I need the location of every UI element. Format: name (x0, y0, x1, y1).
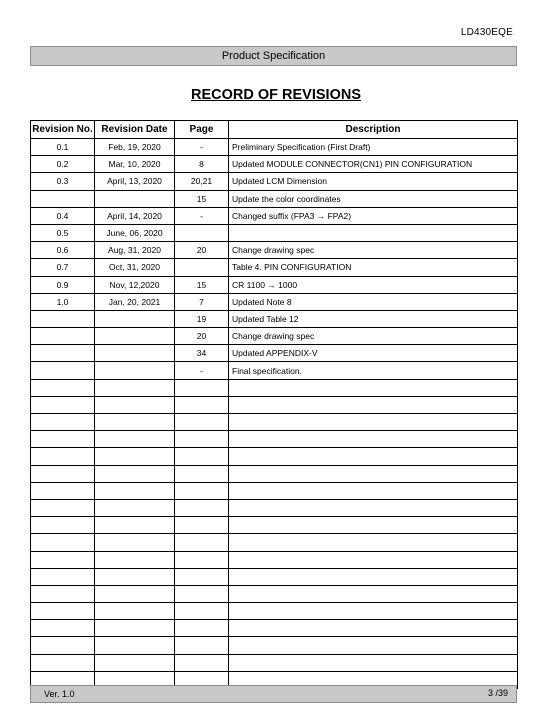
table-row (31, 551, 518, 568)
revision-no-cell: 0.7 (31, 259, 95, 276)
revision-date-cell (95, 620, 175, 637)
page-cell (175, 585, 229, 602)
page-cell (175, 465, 229, 482)
revision-table-body (31, 139, 518, 689)
revision-date-cell: Feb, 19, 2020 (95, 139, 175, 156)
table-row (31, 156, 518, 173)
revision-date-cell (95, 654, 175, 671)
page-cell (175, 482, 229, 499)
revision-no-cell: 0.4 (31, 207, 95, 224)
page-cell (175, 551, 229, 568)
revision-date-cell (95, 328, 175, 345)
description-cell (229, 414, 518, 431)
table-row (31, 517, 518, 534)
table-row (31, 568, 518, 585)
revision-no-cell (31, 379, 95, 396)
table-row (31, 139, 518, 156)
description-cell: Updated MODULE CONNECTOR(CN1) PIN CONFIGURATION (229, 156, 518, 173)
table-row (31, 379, 518, 396)
description-cell: Updated LCM Dimension (229, 173, 518, 190)
page-cell (175, 637, 229, 654)
page-cell (175, 414, 229, 431)
page-cell (175, 568, 229, 585)
revision-no-cell (31, 585, 95, 602)
page-cell: 20,21 (175, 173, 229, 190)
revision-date-cell (95, 585, 175, 602)
description-cell: Updated Table 12 (229, 310, 518, 327)
table-row (31, 603, 518, 620)
description-cell: Preliminary Specification (First Draft) (229, 139, 518, 156)
revision-date-cell (95, 310, 175, 327)
page-cell: 20 (175, 242, 229, 259)
description-cell (229, 551, 518, 568)
page-cell (175, 259, 229, 276)
column-header-revision-no: Revision No. (31, 121, 95, 139)
description-cell (229, 654, 518, 671)
column-header-revision-date: Revision Date (95, 121, 175, 139)
column-header-page: Page (175, 121, 229, 139)
revision-no-cell (31, 499, 95, 516)
revision-no-cell (31, 328, 95, 345)
revision-date-cell (95, 482, 175, 499)
revision-date-cell (95, 603, 175, 620)
revision-date-cell: April, 13, 2020 (95, 173, 175, 190)
revision-no-cell (31, 534, 95, 551)
revision-date-cell (95, 637, 175, 654)
section-title-bar: Product Specification (30, 46, 517, 66)
footer-bar (30, 685, 517, 703)
description-cell: Changed suffix (FPA3 → FPA2) (229, 207, 518, 224)
page-cell (175, 603, 229, 620)
revision-no-cell: 0.6 (31, 242, 95, 259)
revision-no-cell (31, 637, 95, 654)
revision-no-cell (31, 551, 95, 568)
description-cell (229, 603, 518, 620)
table-row (31, 465, 518, 482)
page-cell: 20 (175, 328, 229, 345)
description-cell (229, 517, 518, 534)
revision-no-cell (31, 603, 95, 620)
table-row (31, 259, 518, 276)
page-cell (175, 517, 229, 534)
table-row (31, 637, 518, 654)
table-row (31, 173, 518, 190)
revision-date-cell (95, 190, 175, 207)
table-row (31, 207, 518, 224)
table-row (31, 620, 518, 637)
page-cell (175, 654, 229, 671)
description-cell: CR 1100 → 1000 (229, 276, 518, 293)
description-cell (229, 482, 518, 499)
table-row (31, 396, 518, 413)
table-row (31, 328, 518, 345)
page-cell: 15 (175, 190, 229, 207)
page-cell (175, 224, 229, 241)
description-cell (229, 620, 518, 637)
description-cell (229, 224, 518, 241)
revision-date-cell (95, 568, 175, 585)
table-row (31, 293, 518, 310)
revision-no-cell (31, 482, 95, 499)
revision-date-cell: June, 06, 2020 (95, 224, 175, 241)
page-cell: 7 (175, 293, 229, 310)
description-cell: Final specification. (229, 362, 518, 379)
revision-no-cell (31, 431, 95, 448)
description-cell (229, 585, 518, 602)
table-row (31, 190, 518, 207)
revision-no-cell: 0.5 (31, 224, 95, 241)
description-cell: Updated Note 8 (229, 293, 518, 310)
description-cell (229, 379, 518, 396)
revision-date-cell (95, 396, 175, 413)
revision-no-cell (31, 414, 95, 431)
page-cell (175, 620, 229, 637)
revision-date-cell (95, 362, 175, 379)
page-cell: - (175, 362, 229, 379)
description-cell (229, 568, 518, 585)
table-row (31, 448, 518, 465)
description-cell: Update the color coordinates (229, 190, 518, 207)
table-row (31, 242, 518, 259)
page-cell (175, 448, 229, 465)
table-row (31, 534, 518, 551)
description-cell: Updated APPENDIX-V (229, 345, 518, 362)
table-row (31, 276, 518, 293)
revision-date-cell: Oct, 31, 2020 (95, 259, 175, 276)
revision-no-cell (31, 620, 95, 637)
table-row (31, 499, 518, 516)
page-cell: 34 (175, 345, 229, 362)
revision-no-cell (31, 190, 95, 207)
revision-date-cell (95, 345, 175, 362)
page-cell: - (175, 207, 229, 224)
table-row (31, 431, 518, 448)
revision-no-cell: 0.3 (31, 173, 95, 190)
page-cell (175, 431, 229, 448)
revision-table (30, 120, 518, 689)
description-cell (229, 499, 518, 516)
page-heading: RECORD OF REVISIONS (191, 87, 361, 103)
table-row (31, 362, 518, 379)
page-cell: 15 (175, 276, 229, 293)
description-cell (229, 431, 518, 448)
revision-date-cell: April, 14, 2020 (95, 207, 175, 224)
page-cell (175, 499, 229, 516)
revision-date-cell: Jan, 20, 2021 (95, 293, 175, 310)
description-cell (229, 637, 518, 654)
revision-date-cell (95, 465, 175, 482)
table-row (31, 224, 518, 241)
revision-no-cell (31, 465, 95, 482)
revision-date-cell (95, 379, 175, 396)
revision-date-cell (95, 534, 175, 551)
column-header-description: Description (229, 121, 518, 139)
revision-date-cell (95, 517, 175, 534)
revision-date-cell (95, 551, 175, 568)
footer-page-number: 3 /39 (487, 688, 508, 698)
table-row (31, 310, 518, 327)
revision-date-cell (95, 431, 175, 448)
table-row (31, 345, 518, 362)
revision-no-cell: 0.9 (31, 276, 95, 293)
description-cell (229, 465, 518, 482)
revision-no-cell (31, 448, 95, 465)
footer-version: Ver. 1.0 (44, 689, 75, 699)
description-cell (229, 448, 518, 465)
page-cell: 8 (175, 156, 229, 173)
description-cell: Change drawing spec (229, 328, 518, 345)
page-cell: 19 (175, 310, 229, 327)
revision-date-cell (95, 499, 175, 516)
table-row (31, 414, 518, 431)
description-cell: Change drawing spec (229, 242, 518, 259)
description-cell: Table 4. PIN CONFIGURATION (229, 259, 518, 276)
description-cell (229, 396, 518, 413)
page-cell (175, 379, 229, 396)
revision-no-cell: 1.0 (31, 293, 95, 310)
revision-no-cell (31, 362, 95, 379)
revision-no-cell (31, 568, 95, 585)
revision-date-cell: Nov, 12,2020 (95, 276, 175, 293)
revision-no-cell (31, 654, 95, 671)
revision-date-cell: Mar, 10, 2020 (95, 156, 175, 173)
revision-no-cell: 0.1 (31, 139, 95, 156)
table-row (31, 482, 518, 499)
revision-date-cell: Aug, 31, 2020 (95, 242, 175, 259)
page-cell: - (175, 139, 229, 156)
table-header-row (31, 121, 518, 139)
table-row (31, 585, 518, 602)
table-row (31, 654, 518, 671)
revision-no-cell (31, 517, 95, 534)
revision-date-cell (95, 448, 175, 465)
document-id: LD430EQE (460, 27, 513, 38)
page-cell (175, 534, 229, 551)
revision-no-cell (31, 310, 95, 327)
revision-no-cell: 0.2 (31, 156, 95, 173)
description-cell (229, 534, 518, 551)
page-cell (175, 396, 229, 413)
revision-no-cell (31, 345, 95, 362)
revision-date-cell (95, 414, 175, 431)
revision-no-cell (31, 396, 95, 413)
